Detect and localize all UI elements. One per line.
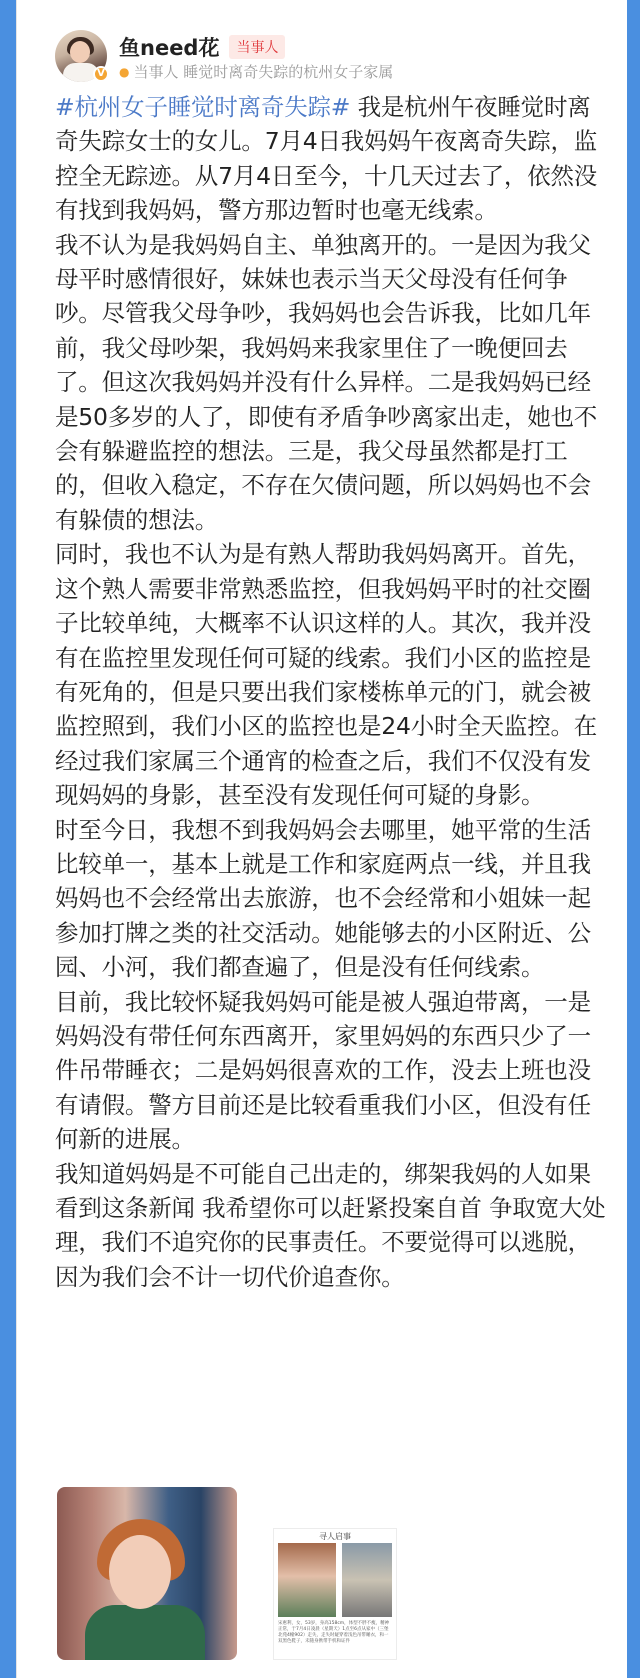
hashtag-link[interactable]: #杭州女子睡觉时离奇失踪# bbox=[55, 93, 351, 121]
post-lead-paragraph bbox=[55, 90, 610, 228]
post-paragraph: 我知道妈妈是不可能自己出走的，绑架我妈的人如果看到这条新闻 我希望你可以赶紧投案自首 争取宽大处理，我们不追究你的民事责任。不要觉得可以逃脱，因为我们会不计一切代价追查你。 bbox=[55, 1159, 606, 1291]
poster-title: 寻人启事 bbox=[319, 1532, 351, 1541]
post-paragraph: 同时，我也不认为是有熟人帮助我妈妈离开。首先，这个熟人需要非常熟悉监控，但我妈妈平时的社交圈子比较单纯，大概率不认识这样的人。其次，我并没有在监控里发现任何可疑的线索。我们小区的监控是有死角的，但是只要出我们家楼栋单元的门，就会被监控照到，我们小区的监控也是24小时全天监控。在经过我们家属三个通宵的检查之后，我们不仅没有发现妈妈的身影，甚至没有发现任何可疑的身影。 bbox=[55, 540, 598, 810]
missing-person-poster-image[interactable] bbox=[273, 1528, 397, 1660]
post-photo-mother[interactable] bbox=[57, 1487, 237, 1660]
poster-text: 宋惠利，女，53岁，身高158cm，体型不胖不瘦，精神正常，于7月4日凌晨（星期天）1点至6点从家中（三堡北苑4幢902）走失，走失时疑穿着浅色吊带睡衣，和一双黑色鞋子，未随身携带手机和证件 bbox=[278, 1621, 390, 1644]
party-tag: 当事人 bbox=[229, 35, 285, 59]
author-info-icon: ● bbox=[119, 64, 130, 79]
post-paragraph: 时至今日，我想不到我妈妈会去哪里，她平常的生活比较单一，基本上就是工作和家庭两点一线，并且我妈妈也不会经常出去旅游，也不会经常和小姐妹一起参加打牌之类的社交活动。她能够去的小区附近、公园、小河，我们都查遍了，但是没有任何线索。 bbox=[55, 815, 591, 982]
poster-photo-fullbody bbox=[342, 1543, 392, 1617]
verified-badge-icon: V bbox=[93, 66, 109, 82]
weibo-post-card bbox=[16, 0, 627, 1678]
post-paragraph: 我不认为是我妈妈自主、单独离开的。一是因为我父母平时感情很好，妹妹也表示当天父母没有任何争吵。尽管我父母争吵，我妈妈也会告诉我，比如几年前，我父母吵架，我妈妈来我家里住了一晚便回去了。但这次我妈妈并没有什么异样。二是我妈妈已经是50多岁的人了，即使有矛盾争吵离家出走，她也不会有躲避监控的想法。三是，我父母虽然都是打工的，但收入稳定，不存在欠债问题，所以妈妈也不会有躲债的想法。 bbox=[55, 230, 598, 534]
poster-photo-portrait bbox=[278, 1543, 336, 1617]
post-body bbox=[55, 90, 610, 1294]
name-row bbox=[119, 32, 285, 62]
post-header bbox=[55, 28, 607, 88]
author-subtitle: 当事人 睡觉时离奇失踪的杭州女子家属 bbox=[133, 63, 394, 81]
author-name[interactable]: 鱼need花 bbox=[119, 36, 220, 60]
author-subtitle-row bbox=[119, 61, 393, 82]
post-paragraph: 目前，我比较怀疑我妈妈可能是被人强迫带离，一是妈妈没有带任何东西离开，家里妈妈的东西只少了一件吊带睡衣；二是妈妈很喜欢的工作，没去上班也没有请假。警方目前还是比较看重我们小区，但没有任何新的进展。 bbox=[55, 987, 591, 1154]
post-lead-text: 我是杭州午夜睡觉时离奇失踪女士的女儿。7月4日我妈妈午夜离奇失踪，监控全无踪迹。从7月4日至今，十几天过去了，依然没有找到我妈妈，警方那边暂时也毫无线索。 bbox=[55, 93, 598, 225]
